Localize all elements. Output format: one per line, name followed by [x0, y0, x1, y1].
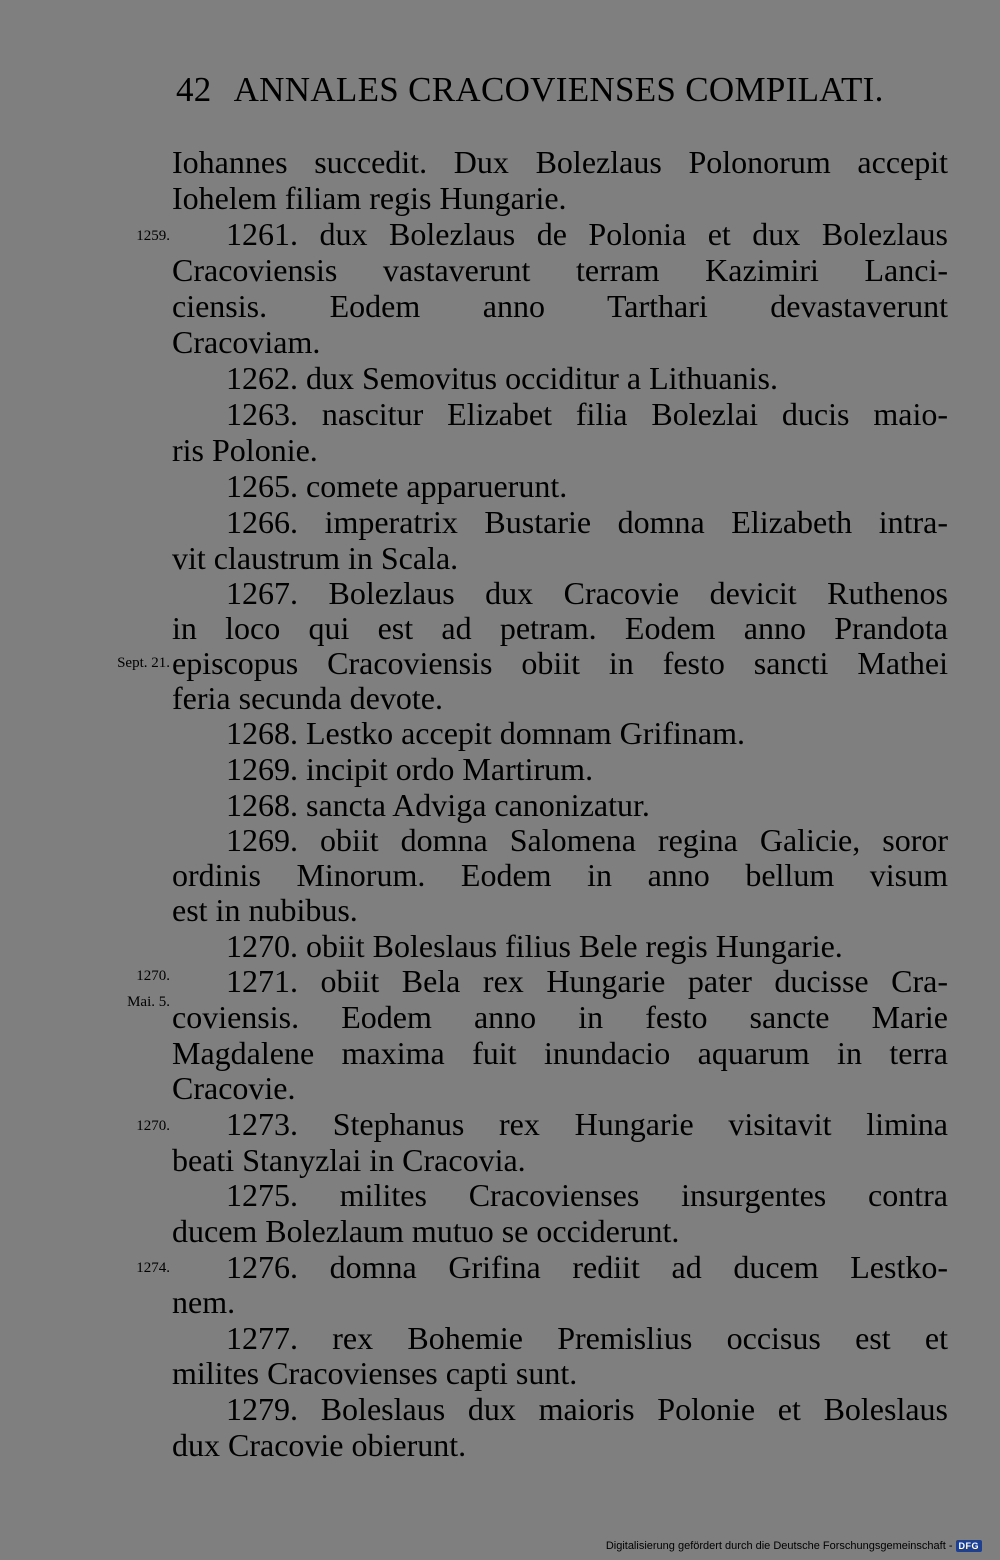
running-title: ANNALES CRACOVIENSES COMPILATI.: [233, 70, 884, 109]
text-line: 1266. imperatrix Bustarie domna Elizabeth intra-: [226, 504, 948, 540]
text-line: 1271. obiit Bela rex Hungarie pater ducisse Cra-: [226, 963, 948, 999]
text-line: 1269. obiit domna Salomena regina Galicie, soror: [226, 822, 948, 858]
text-line: 1269. incipit ordo Martirum.: [226, 751, 594, 787]
text-line: dux Cracovie obierunt.: [172, 1427, 467, 1463]
text-line: 1279. Boleslaus dux maioris Polonie et Boleslaus: [226, 1391, 948, 1427]
text-line: Cracoviam.: [172, 324, 321, 360]
text-line: 1270. obiit Boleslaus filius Bele regis Hungarie.: [226, 928, 843, 964]
text-line: Cracovie.: [172, 1070, 296, 1106]
text-line: 1263. nascitur Elizabet filia Bolezlai ducis maio-: [226, 396, 948, 432]
text-line: 1276. domna Grifina rediit ad ducem Lestko-: [226, 1249, 948, 1285]
text-line: 1273. Stephanus rex Hungarie visitavit limina: [226, 1106, 948, 1142]
text-line: ris Polonie.: [172, 432, 318, 468]
text-line: Cracoviensis vastaverunt terram Kazimiri Lanci-: [172, 252, 948, 288]
page-header: [176, 70, 884, 110]
text-line: ciensis. Eodem anno Tarthari devastaverunt: [172, 288, 948, 324]
text-line: 1277. rex Bohemie Premislius occisus est et: [226, 1320, 948, 1356]
page-number: 42: [176, 70, 212, 109]
digitization-credit: [606, 1540, 982, 1552]
credit-text: Digitalisierung gefördert durch die Deutsche Forschungsgemeinschaft -: [605, 1540, 953, 1552]
text-line: nem.: [172, 1284, 236, 1320]
margin-note: 1270.: [136, 968, 170, 984]
text-line: 1261. dux Bolezlaus de Polonia et dux Bolezlaus: [226, 216, 948, 252]
text-line: Iohelem filiam regis Hungarie.: [172, 180, 567, 216]
text-line: 1275. milites Cracovienses insurgentes contra: [226, 1177, 948, 1213]
text-line: coviensis. Eodem anno in festo sancte Marie: [172, 999, 948, 1035]
dfg-logo: DFG: [956, 1540, 983, 1552]
text-line: beati Stanyzlai in Cracovia.: [172, 1142, 526, 1178]
margin-note: Mai. 5.: [127, 994, 170, 1010]
text-line: in loco qui est ad petram. Eodem anno Prandota: [172, 610, 948, 646]
text-line: 1262. dux Semovitus occiditur a Lithuanis.: [226, 360, 778, 396]
text-line: Magdalene maxima fuit inundacio aquarum in terra: [172, 1035, 948, 1071]
text-line: ducem Bolezlaum mutuo se occiderunt.: [172, 1213, 680, 1249]
text-line: 1267. Bolezlaus dux Cracovie devicit Ruthenos: [226, 575, 948, 611]
margin-note: Sept. 21.: [117, 655, 170, 671]
text-line: feria secunda devote.: [172, 680, 443, 716]
text-line: Iohannes succedit. Dux Bolezlaus Polonorum accepit: [172, 144, 948, 180]
text-line: 1268. sancta Adviga canonizatur.: [226, 787, 650, 823]
margin-note: 1270.: [136, 1118, 170, 1134]
margin-note: 1274.: [136, 1260, 170, 1276]
text-line: 1265. comete apparuerunt.: [226, 468, 568, 504]
text-line: 1268. Lestko accepit domnam Grifinam.: [226, 715, 745, 751]
text-line: vit claustrum in Scala.: [172, 540, 459, 576]
text-line: episcopus Cracoviensis obiit in festo sancti Mathei: [172, 645, 948, 681]
text-line: ordinis Minorum. Eodem in anno bellum visum: [172, 857, 948, 893]
text-line: est in nubibus.: [172, 892, 358, 928]
margin-note: 1259.: [136, 228, 170, 244]
text-line: milites Cracovienses capti sunt.: [172, 1355, 578, 1391]
